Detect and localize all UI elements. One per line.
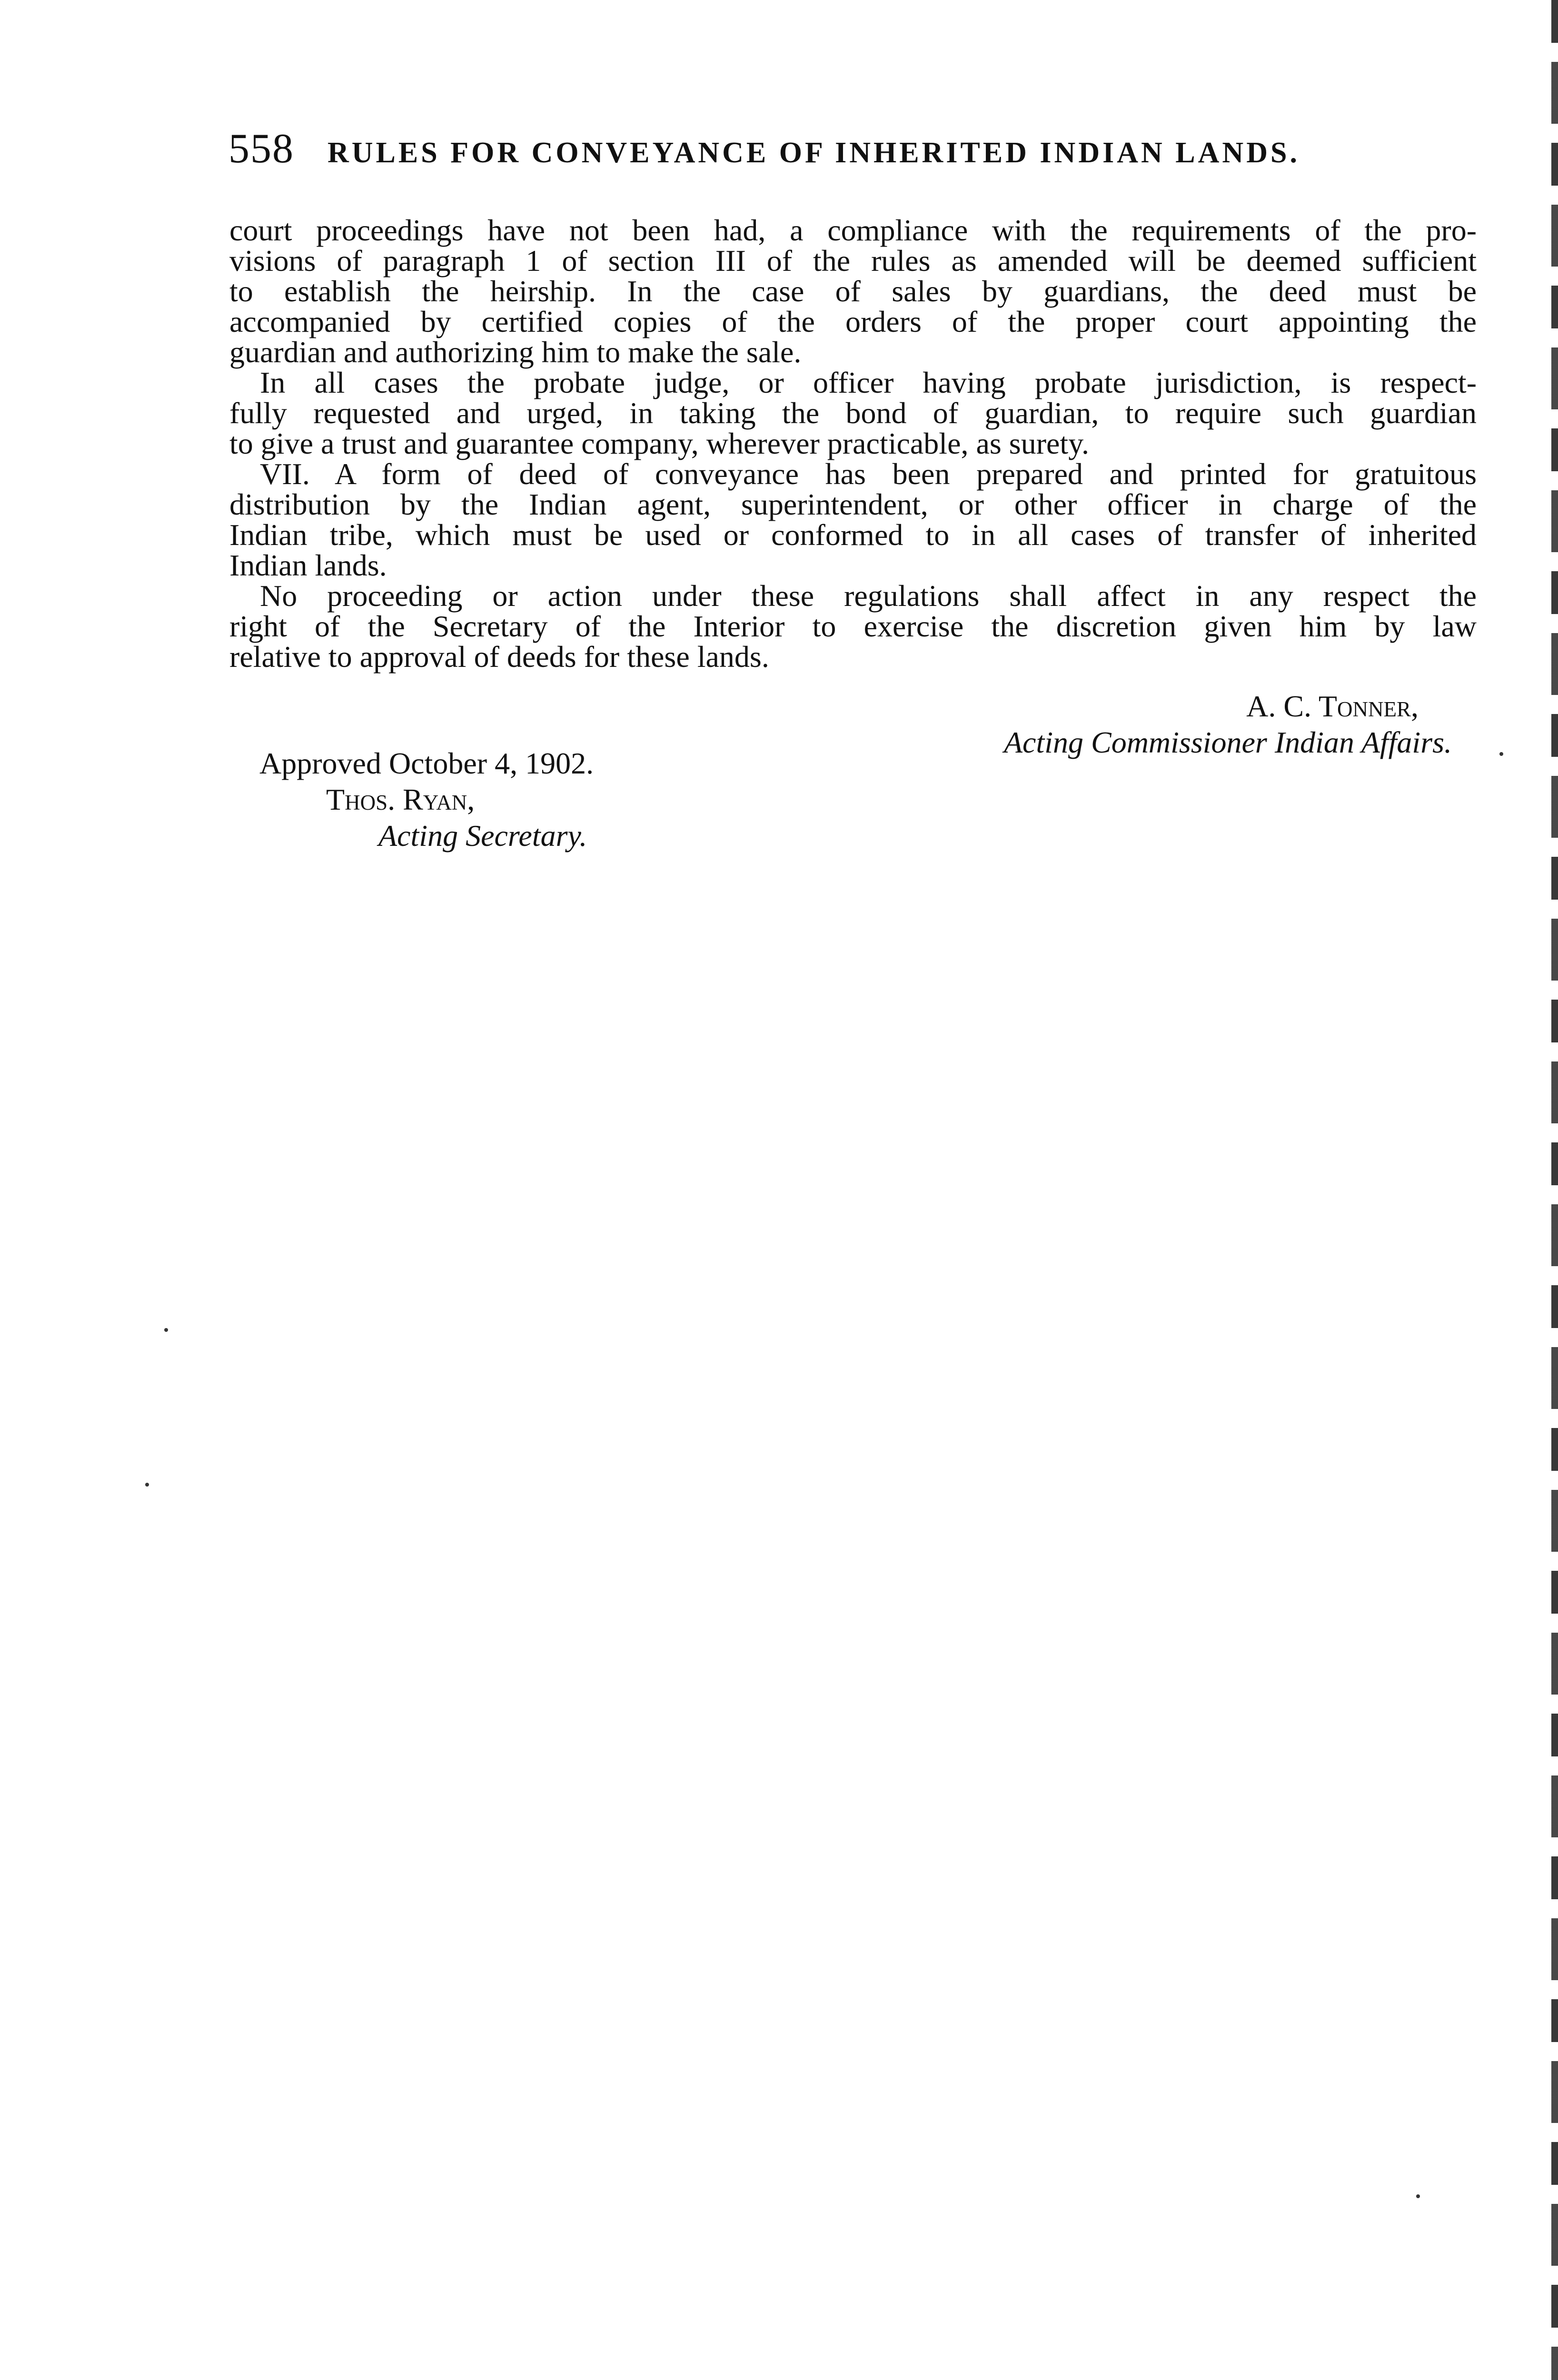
body-line: VII. A form of deed of conveyance has been prepared and printed for gratuitous [260,457,1477,491]
body-line: relative to approval of deeds for these lands. [229,640,769,674]
body-line: Indian lands. [229,548,387,582]
body-line: visions of paragraph 1 of section III of the rules as amended will be deemed sufficient [229,244,1477,278]
body-line: fully requested and urged, in taking the bond of guardian, to require such guardian [229,396,1477,430]
body-line: distribution by the Indian agent, superintendent, or other officer in charge of the [229,487,1477,521]
body-line: to establish the heirship. In the case of sales by guardians, the deed must be [229,274,1477,308]
approval-date: Approved October 4, 1902. [259,746,594,780]
page-number: 558 [228,126,294,172]
scan-edge-right [1551,0,1558,2380]
body-line: No proceeding or action under these regulations shall affect in any respect the [260,579,1477,613]
body-line: In all cases the probate judge, or officer having probate jurisdiction, is respect- [260,366,1477,399]
signature-block [928,688,1452,761]
body-line: right of the Secretary of the Interior to exercise the discretion given him by law [229,609,1477,643]
approval-block [259,745,831,854]
scan-speck [164,1328,168,1332]
body-line: court proceedings have not been had, a compliance with the requirements of the pro- [229,213,1477,247]
body-line: accompanied by certified copies of the orders of the proper court appointing the [229,305,1477,338]
running-head: RULES FOR CONVEYANCE OF INHERITED INDIAN LANDS. [327,137,1300,169]
approver-title: Acting Secretary. [378,819,587,853]
scan-speck [1416,2194,1420,2198]
scan-speck [145,1483,149,1487]
signatory-title: Acting Commissioner Indian Affairs. [1003,725,1452,759]
body-text [229,215,1477,672]
body-line: guardian and authorizing him to make the sale. [229,335,802,369]
approver-name: Thos. Ryan, [326,783,475,816]
scan-speck [1499,752,1503,756]
page-header [228,125,1447,182]
body-line: to give a trust and guarantee company, wherever practicable, as surety. [229,426,1090,460]
signatory-name: A. C. Tonner, [1246,689,1419,723]
body-line: Indian tribe, which must be used or conformed to in all cases of transfer of inherited [229,518,1477,552]
